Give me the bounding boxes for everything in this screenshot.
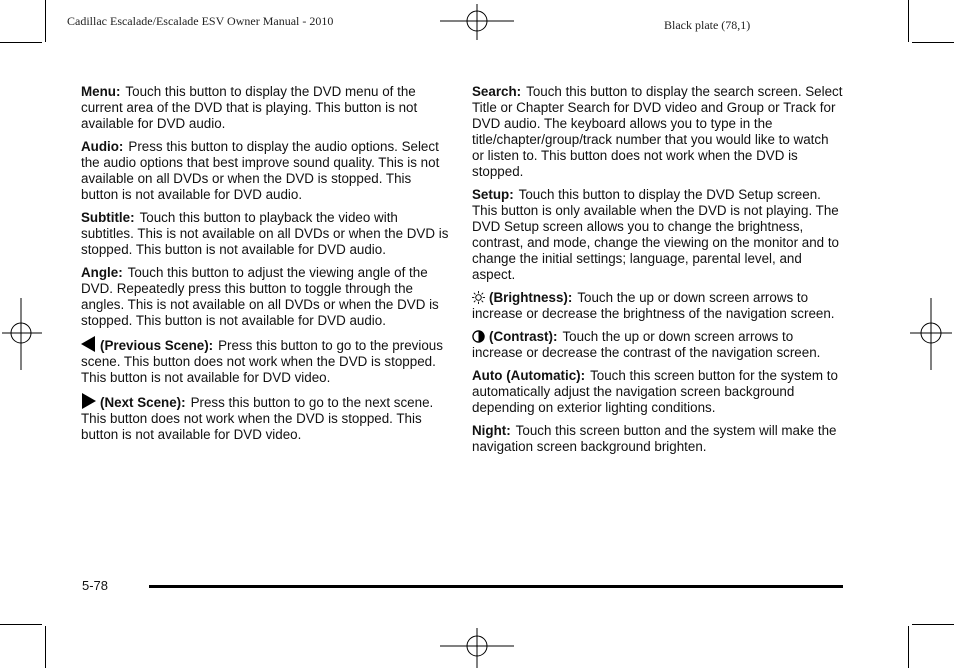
term-label: Night: [472,423,511,438]
audio-description [81,139,449,203]
contrast-description [472,329,844,361]
crop-mark [0,624,42,625]
term-label: (Next Scene): [100,395,186,410]
crop-mark [45,0,46,42]
page-number: 5-78 [82,578,109,593]
description-text: Touch this button to playback the video with subtitles. This is not available on all DVDs or when the DVD is stopped. This button is not available for DVD audio. [81,210,449,257]
next-triangle-icon [81,393,96,409]
term-label: Auto (Automatic): [472,368,586,383]
description-text: Press this button to go to the next scene. This button does not work when the DVD is stopped. This button is not available for DVD video. [81,395,434,442]
term-label: Menu: [81,84,121,99]
crop-mark [908,626,909,668]
crop-mark [912,42,954,43]
description-text: Touch this button to display the DVD menu of the current area of the DVD that is playing. This button is not available for DVD audio. [81,84,418,131]
registration-mark-icon [0,298,42,370]
description-text: Touch the up or down screen arrows to increase or decrease the contrast of the navigation screen. [472,329,821,360]
footer-rule [149,585,843,588]
search-description [472,84,844,180]
next-scene-description [81,393,449,443]
term-label: (Previous Scene): [100,338,214,353]
registration-mark-icon [440,626,514,668]
contrast-half-circle-icon [472,330,485,343]
description-text: Touch the up or down screen arrows to increase or decrease the brightness of the navigation screen. [472,290,835,321]
left-column [81,84,449,450]
term-label: (Contrast): [489,329,558,344]
term-label: Setup: [472,187,514,202]
term-label: Search: [472,84,522,99]
angle-description [81,265,449,329]
crop-mark [45,626,46,668]
crop-mark [0,42,42,43]
term-label: Subtitle: [81,210,135,225]
plate-label-header: Black plate (78,1) [664,18,751,32]
description-text: Touch this button to adjust the viewing angle of the DVD. Repeatedly press this button to toggle through the angles. This is not available on all DVDs or when the DVD is stopped. This button is not available for DVD audio. [81,265,439,328]
previous-scene-description [81,336,449,386]
right-column [472,84,844,462]
term-label: Audio: [81,139,124,154]
night-description [472,423,844,455]
previous-triangle-icon [81,336,96,352]
brightness-sun-icon [472,291,485,304]
description-text: Touch this screen button and the system will make the navigation screen background brighten. [472,423,837,454]
subtitle-description [81,210,449,258]
manual-title-header: Cadillac Escalade/Escalade ESV Owner Manual - 2010 [67,14,334,28]
crop-mark [912,624,954,625]
description-text: Press this button to go to the previous scene. This button does not work when the DVD is stopped. This button is not available for DVD video. [81,338,443,385]
term-label: (Brightness): [489,290,573,305]
brightness-description [472,290,844,322]
crop-mark [908,0,909,42]
setup-description [472,187,844,283]
description-text: Touch this button to display the DVD Setup screen. This button is only available when the DVD is not playing. The DVD Setup screen allows you to change the brightness, contrast, and mode, change the viewing on the monitor and to change the initial settings; language, parental level, and aspect. [472,187,839,282]
description-text: Touch this button to display the search screen. Select Title or Chapter Search for DVD video and Group or Track for DVD audio. The keyboard allows you to type in the title/chapter/group/track number that you would like to watch or listen to. This button does not work when the DVD is stopped. [472,84,843,179]
description-text: Touch this screen button for the system to automatically adjust the navigation screen background depending on exterior lighting conditions. [472,368,838,415]
auto-description [472,368,844,416]
menu-description [81,84,449,132]
term-label: Angle: [81,265,123,280]
description-text: Press this button to display the audio options. Select the audio options that best improve sound quality. This is not available on all DVDs or when the DVD is stopped. This button is not available for DVD audio. [81,139,440,202]
registration-mark-icon [910,298,954,370]
registration-mark-icon [440,0,514,42]
